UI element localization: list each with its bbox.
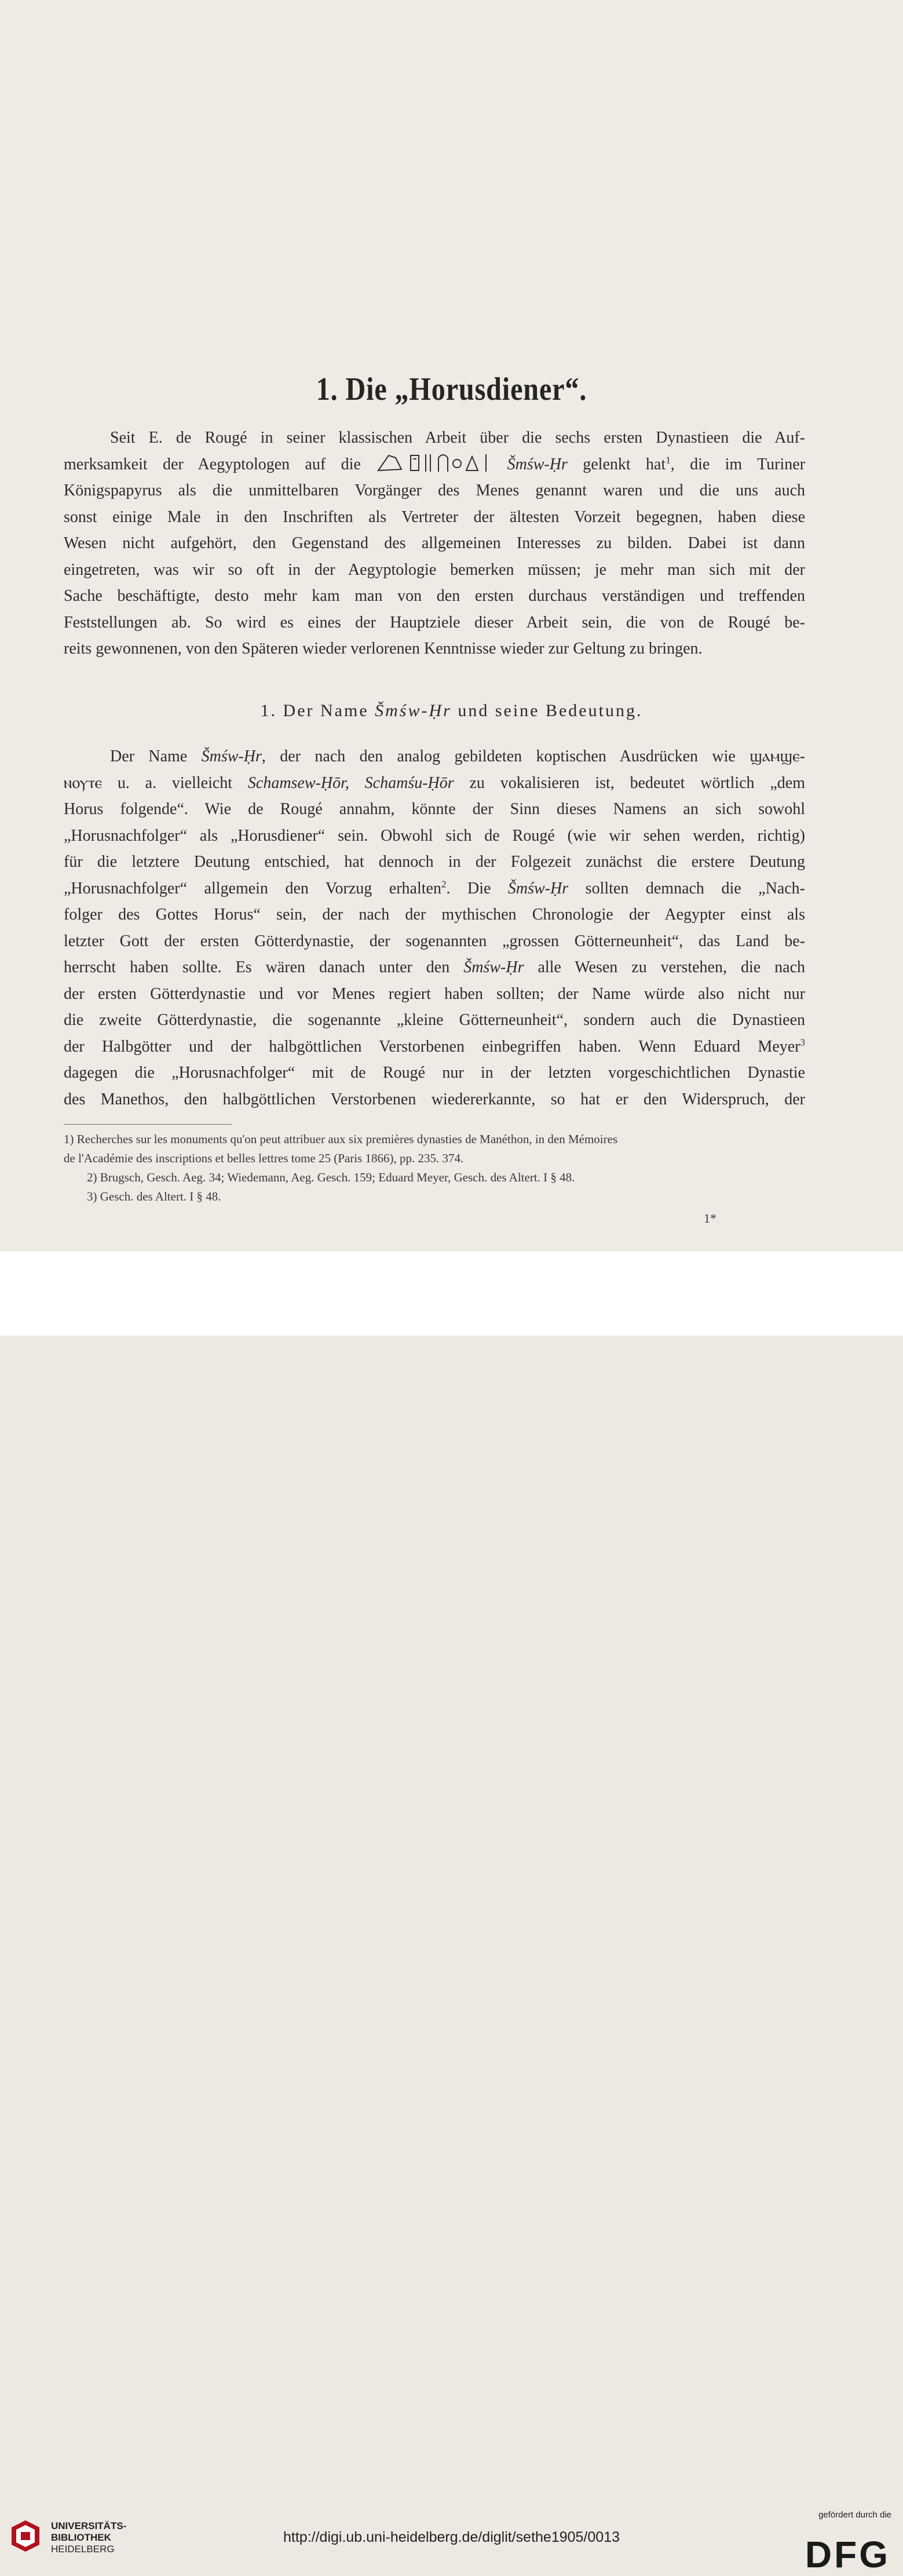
footnote-ref: 2 bbox=[441, 878, 447, 890]
text-run: herrscht haben sollte. Es wären danach unter den bbox=[64, 958, 464, 976]
body-line: folger des Gottes Horus“ sein, der nach der mythischen Chronologie der Aegypter einst als bbox=[64, 906, 805, 924]
section-heading bbox=[0, 701, 903, 721]
body-paragraph bbox=[64, 743, 805, 1112]
footnote-1-cont: de l'Académie des inscriptions et belles lettres tome 25 (Paris 1866), pp. 235. 374. bbox=[64, 1151, 464, 1165]
intro-line: sonst einige Male in den Inschriften als Vertreter der ältesten Vorzeit begegnen, haben diese bbox=[64, 508, 805, 526]
library-line-1: UNIVERSITÄTS- bbox=[51, 2520, 127, 2531]
term-italic: Schamsew-Ḥōr, Schamśu-Ḥōr bbox=[247, 773, 454, 792]
text-run: gelenkt hat bbox=[583, 455, 666, 473]
intro-line: Königspapyrus als die unmittelbaren Vorgänger des Menes genannt waren und die uns auch bbox=[64, 481, 805, 499]
term-italic: Šmśw-Ḥr bbox=[507, 455, 568, 473]
footnotes bbox=[64, 1130, 805, 1206]
body-line: Horus folgende“. Wie de Rougé annahm, könnte der Sinn dieses Namens an sich sowohl bbox=[64, 800, 805, 818]
source-url-link[interactable]: http://digi.ub.uni-heidelberg.de/diglit/sethe1905/0013 bbox=[283, 2529, 620, 2545]
text-run: „Horusnachfolger“ allgemein den Vorzug erhalten bbox=[64, 879, 441, 897]
text-run: der Halbgötter und der halbgöttlichen Verstorbenen einbegriffen haben. Wenn Eduard Meyer bbox=[64, 1037, 800, 1056]
dfg-logo: DFG bbox=[805, 2534, 890, 2575]
footnote-1: 1) Recherches sur les monuments qu'on peut attribuer aux six premières dynasties de Manéthon, in den Mémoires bbox=[64, 1132, 618, 1146]
intro-line: Sache beschäftigte, desto mehr kam man von den ersten durchaus verständigen und treffenden bbox=[64, 587, 805, 605]
footnote-rule bbox=[64, 1124, 232, 1125]
section-heading-name: Šmśw-Ḥr bbox=[375, 701, 452, 720]
body-line: die zweite Götterdynastie, die sogenannte „kleine Götterneunheit“, sondern auch die Dynastieen bbox=[64, 1011, 805, 1029]
intro-line bbox=[64, 451, 805, 478]
intro-line: Wesen nicht aufgehört, den Gegenstand des allgemeinen Interesses zu bilden. Dabei ist dann bbox=[64, 534, 805, 552]
library-line-3: HEIDELBERG bbox=[51, 2544, 115, 2555]
footnote-2: 2) Brugsch, Gesch. Aeg. 34; Wiedemann, Aeg. Gesch. 159; Eduard Meyer, Gesch. des Altert. I § 48. bbox=[87, 1170, 575, 1184]
intro-line: Seit E. de Rougé in seiner klassischen Arbeit über die sechs ersten Dynastieen die Auf- bbox=[110, 429, 805, 447]
footnote-ref: 1 bbox=[666, 454, 671, 466]
signature-mark: 1* bbox=[704, 1211, 716, 1225]
term-italic: Šmśw-Ḥr bbox=[507, 879, 569, 897]
text-run: . Die bbox=[446, 879, 508, 897]
term-italic: Šmśw-Ḥr bbox=[463, 958, 524, 976]
footer-bar bbox=[0, 1251, 903, 2575]
library-line-2: BIBLIOTHEK bbox=[51, 2532, 111, 2543]
term-italic: Šmśw-Ḥr bbox=[201, 747, 262, 765]
text-run: sollten demnach die „Nach- bbox=[568, 879, 805, 897]
body-line bbox=[64, 875, 805, 902]
body-line bbox=[64, 1034, 805, 1060]
body-line: „Horusnachfolger“ als „Horusdiener“ sein. Obwohl sich de Rougé (wie wir sehen werden, richtig) bbox=[64, 826, 805, 845]
body-line: letzter Gott der ersten Götterdynastie, der sogenannten „grossen Götterneunheit“, das Land be- bbox=[64, 932, 805, 950]
intro-paragraph bbox=[64, 425, 805, 662]
scanned-page bbox=[0, 0, 903, 1251]
hieroglyph-group-icon bbox=[376, 452, 492, 473]
body-line: dagegen die „Horusnachfolger“ mit de Rougé nur in der letzten vorgeschichtlichen Dynastie bbox=[64, 1064, 805, 1082]
text-run: merksamkeit der Aegyptologen auf die bbox=[64, 455, 361, 473]
footnote-ref: 3 bbox=[800, 1037, 805, 1048]
section-heading-suffix: und seine Bedeutung. bbox=[458, 701, 643, 720]
body-line: der ersten Götterdynastie und vor Menes regiert haben sollten; der Name würde also nicht nur bbox=[64, 984, 805, 1003]
body-line: für die letztere Deutung entschied, hat dennoch in der Folgezeit zunächst die erstere Deutung bbox=[64, 853, 805, 871]
intro-line: eingetreten, was wir so oft in der Aegyptologie bemerken müssen; je mehr man sich mit der bbox=[64, 560, 805, 579]
intro-line: reits gewonnenen, von den Späteren wieder verlorenen Kenntnisse wieder zur Geltung zu bringen. bbox=[64, 640, 703, 658]
funded-by-label: gefördert durch die bbox=[818, 2510, 891, 2520]
text-run: , der nach den analog gebildeten koptischen Ausdrücken wie ϣⲁⲙϣⲉ- bbox=[261, 747, 805, 765]
section-heading-prefix: 1. Der Name bbox=[260, 701, 369, 720]
page-title: 1. Die „Horusdiener“. bbox=[316, 371, 587, 407]
footnote-3: 3) Gesch. des Altert. I § 48. bbox=[87, 1190, 221, 1203]
text-run: ⲛⲟⲩⲧⲉ u. a. vielleicht bbox=[64, 773, 248, 792]
text-run: zu vokalisieren ist, bedeutet wörtlich „dem bbox=[454, 773, 805, 792]
text-run: Der Name bbox=[110, 747, 202, 765]
body-line bbox=[64, 770, 805, 797]
intro-line: Feststellungen ab. So wird es eines der Hauptziele dieser Arbeit sein, die von de Rougé be- bbox=[64, 613, 805, 632]
text-run: alle Wesen zu verstehen, die nach bbox=[524, 958, 806, 976]
body-line: des Manethos, den halbgöttlichen Verstorbenen wiedererkannte, so hat er den Widerspruch, der bbox=[64, 1090, 805, 1108]
text-run: , die im Turiner bbox=[670, 455, 806, 473]
body-line bbox=[64, 954, 805, 981]
body-line bbox=[64, 743, 805, 770]
